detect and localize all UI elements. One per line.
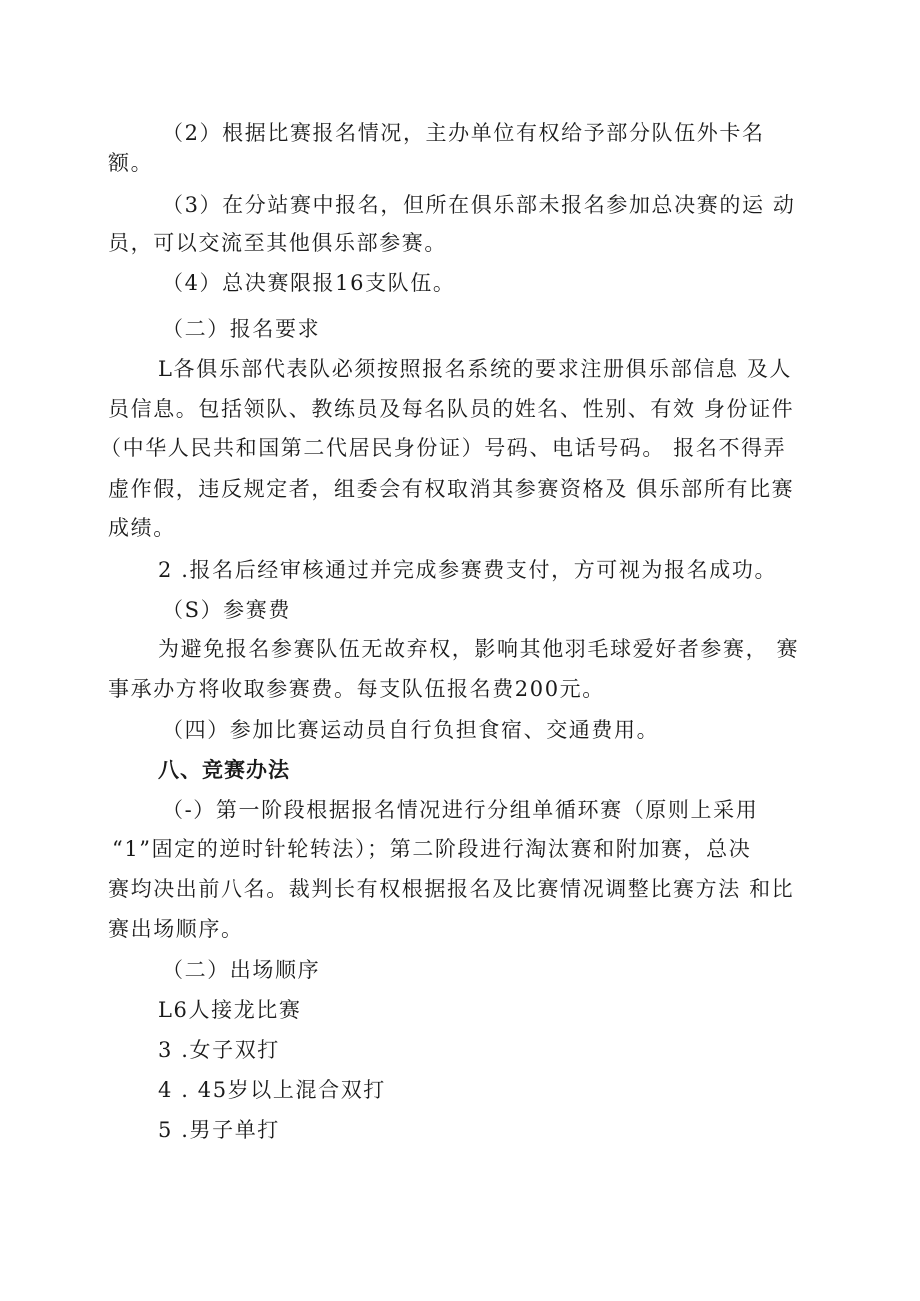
- paragraph-line: 额。: [108, 151, 154, 175]
- paragraph-line: 虚作假，违反规定者，组委会有权取消其参赛资格及 俱乐部所有比赛: [108, 477, 795, 501]
- section-heading: （二）报名要求: [162, 317, 321, 341]
- paragraph-line: 2 .报名后经审核通过并完成参赛费支付，方可视为报名成功。: [158, 558, 778, 582]
- list-item: L6人接龙比赛: [158, 998, 302, 1022]
- paragraph-line: “1”固定的逆时针轮转法）；第二阶段进行淘汰赛和附加赛，总决: [112, 837, 752, 861]
- paragraph-line: 员，可以交流至其他俱乐部参赛。: [108, 231, 447, 255]
- paragraph-line: （2）根据比赛报名情况，主办单位有权给予部分队伍外卡名: [162, 121, 765, 145]
- paragraph-line: L各俱乐部代表队必须按照报名系统的要求注册俱乐部信息 及人: [158, 357, 793, 381]
- paragraph-line: （-）第一阶段根据报名情况进行分组单循环赛（原则上采用: [162, 798, 759, 822]
- paragraph-line: 为避免报名参赛队伍无故弃权，影响其他羽毛球爱好者参赛， 赛: [158, 637, 800, 661]
- list-item: 3 .女子双打: [158, 1038, 280, 1062]
- paragraph-line: 赛均决出前八名。裁判长有权根据报名及比赛情况调整比赛方法 和比: [108, 877, 795, 901]
- list-item: 5 .男子单打: [158, 1118, 280, 1142]
- paragraph-line: （中华人民共和国第二代居民身份证）号码、电话号码。 报名不得弄: [100, 436, 787, 460]
- paragraph-line: 事承办方将收取参赛费。每支队伍报名费200元。: [108, 677, 605, 701]
- paragraph-line: （4）总决赛限报16支队伍。: [162, 271, 456, 295]
- paragraph-line: 员信息。包括领队、教练员及每名队员的姓名、性别、有效 身份证件: [108, 397, 795, 421]
- list-item: 4 . 45岁以上混合双打: [158, 1078, 386, 1102]
- paragraph-line: 成绩。: [108, 516, 176, 540]
- paragraph-line: （四）参加比赛运动员自行负担食宿、交通费用。: [162, 718, 660, 742]
- paragraph-line: （3）在分站赛中报名，但所在俱乐部未报名参加总决赛的运 动: [162, 193, 796, 217]
- chapter-heading: 八、竞赛办法: [158, 758, 290, 782]
- paragraph-line: 赛出场顺序。: [108, 917, 244, 941]
- section-heading: （二）出场顺序: [162, 958, 321, 982]
- section-heading: （S）参赛费: [162, 598, 291, 622]
